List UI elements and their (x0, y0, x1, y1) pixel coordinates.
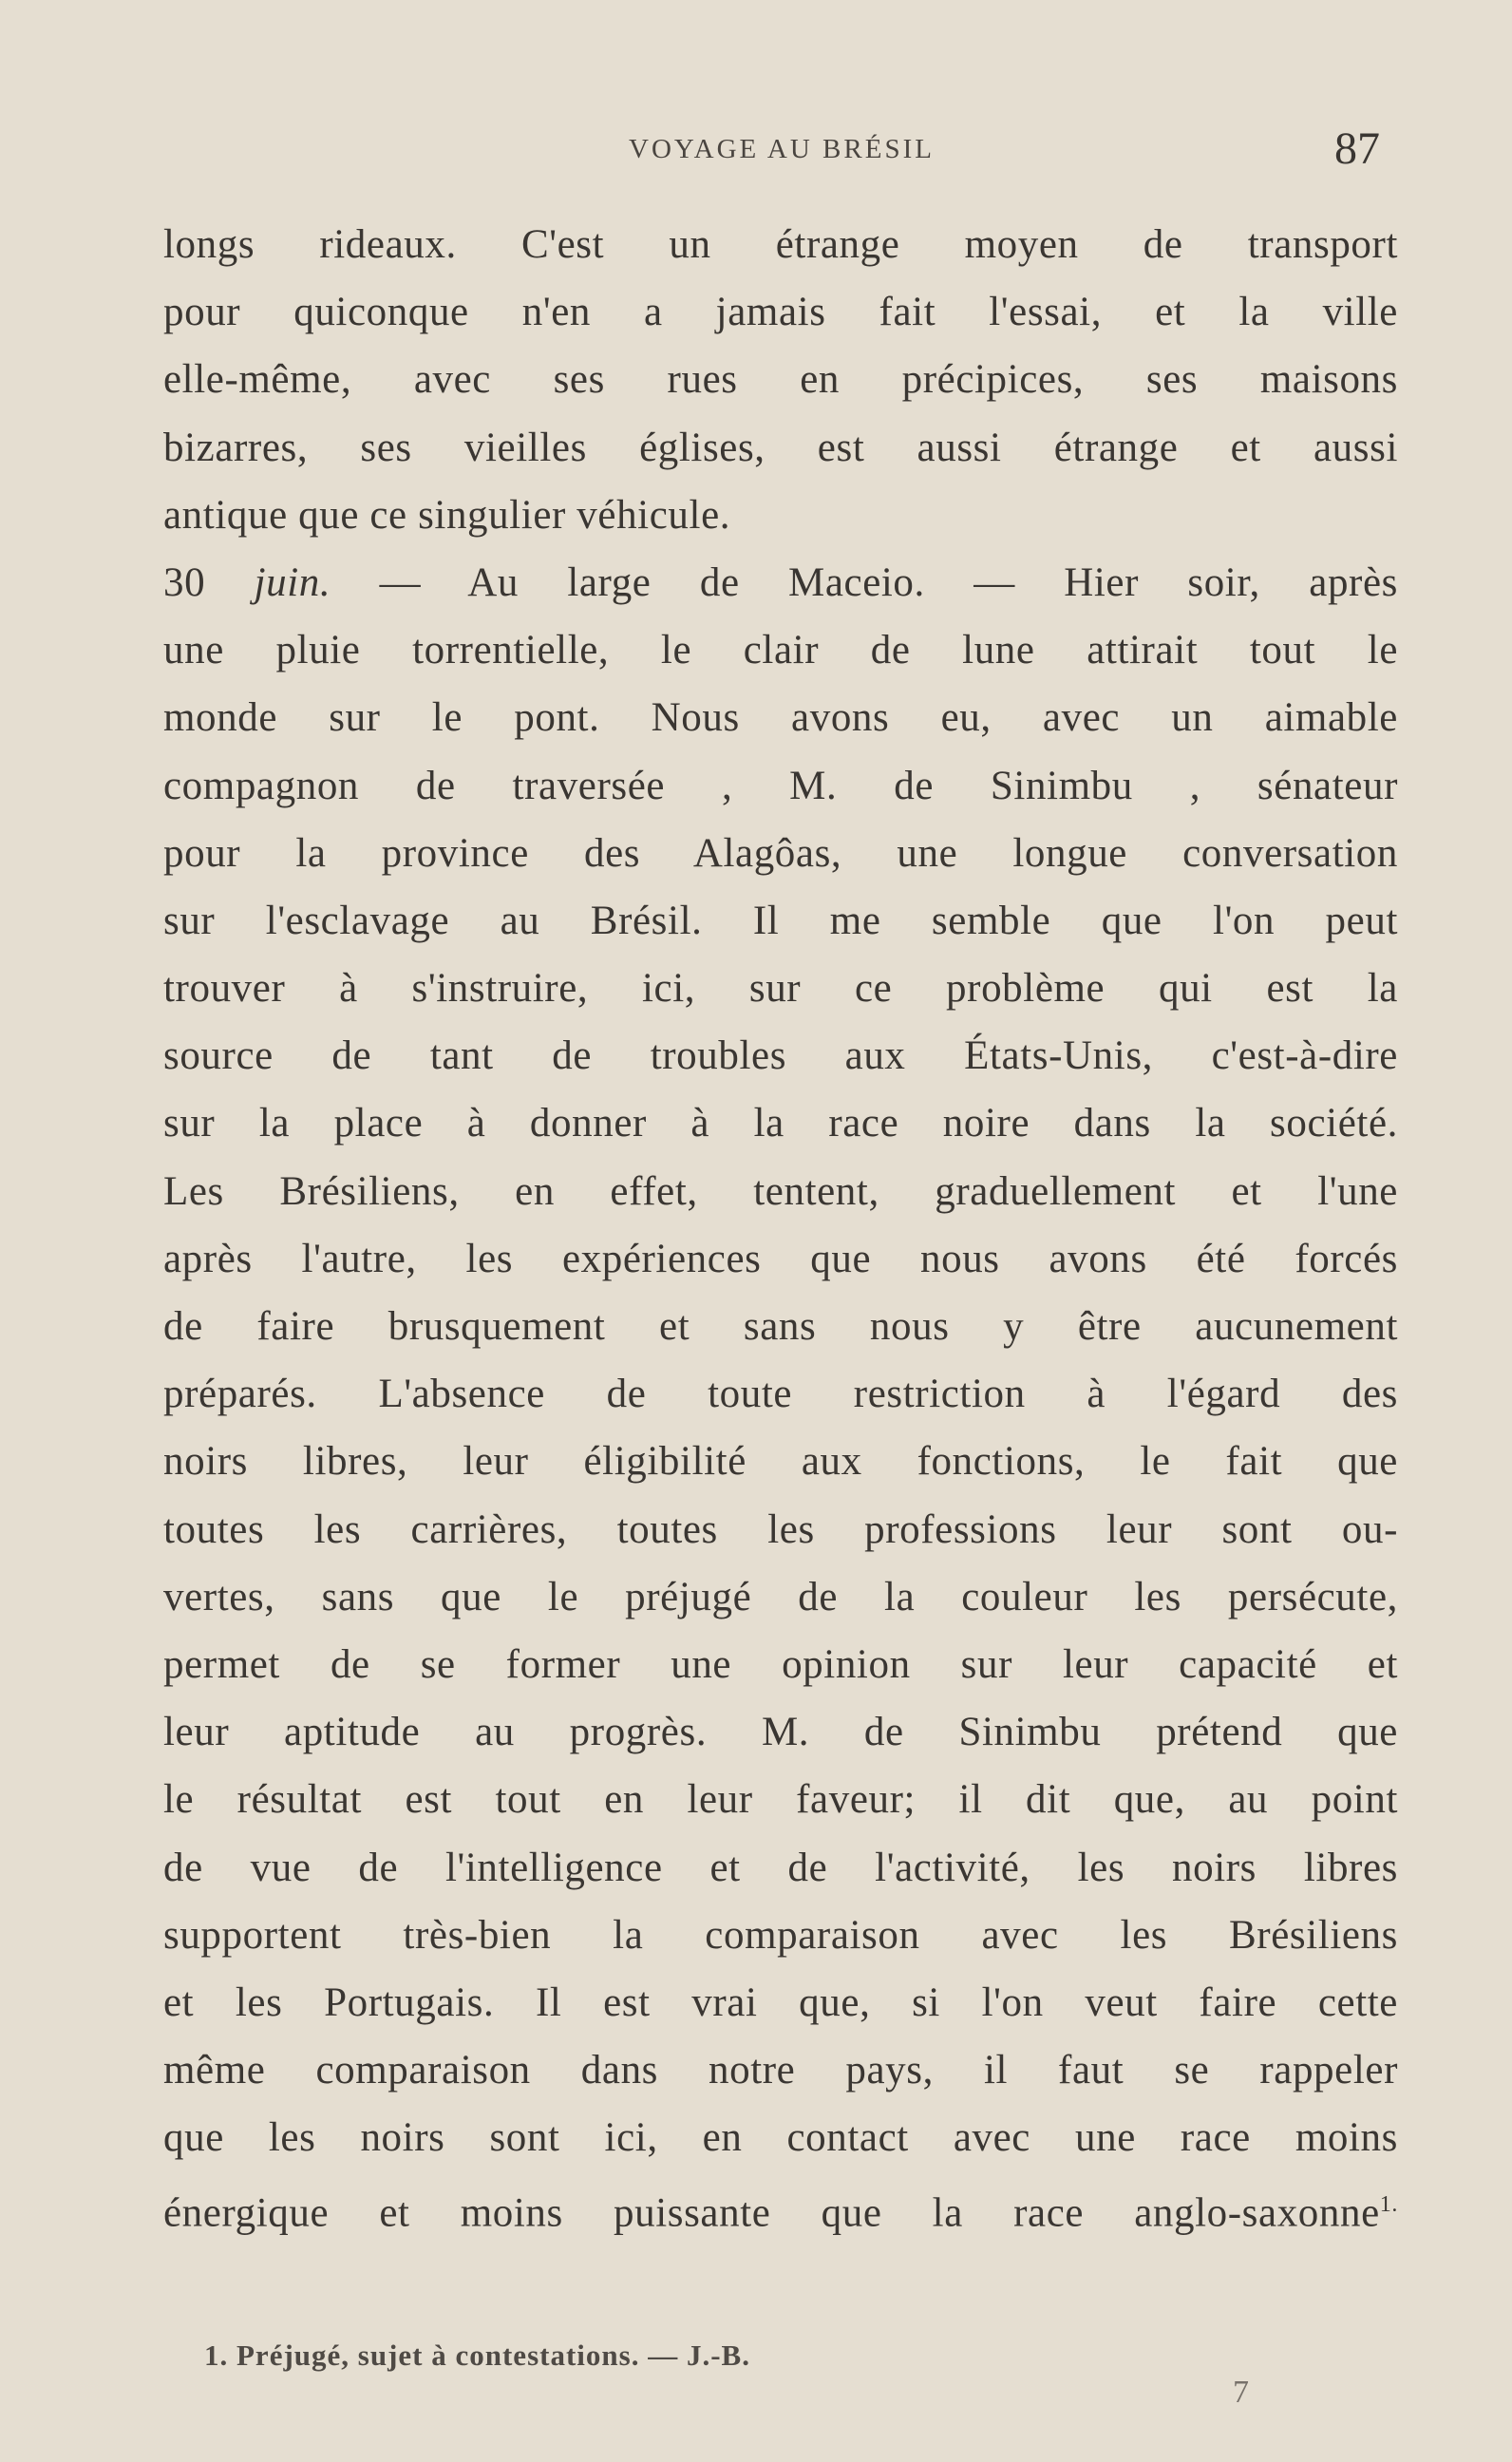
text-line: compagnon de traversée , M. de Sinimbu , sénateur (163, 763, 1398, 808)
text-line: leur aptitude au progrès. M. de Sinimbu prétend que (163, 1710, 1398, 1755)
text-line: que les noirs sont ici, en contact avec une race moins (163, 2115, 1398, 2161)
text-line: permet de se former une opinion sur leur capacité et (163, 1641, 1398, 1687)
text-line: le résultat est tout en leur faveur; il dit que, au point (163, 1777, 1398, 1823)
date-day: 30 (163, 559, 206, 605)
text-line: antique que ce singulier véhicule. (163, 492, 731, 538)
text-line: longs rideaux. C'est un étrange moyen de transport (163, 222, 1398, 267)
text-line: toutes les carrières, toutes les professions leur sont ou- (163, 1506, 1398, 1552)
text-line (163, 549, 1398, 616)
text-line: trouver à s'instruire, ici, sur ce problème qui est la (163, 966, 1398, 1012)
text-line: supportent très-bien la comparaison avec les Brésiliens (163, 1912, 1398, 1958)
text-line: préparés. L'absence de toute restriction à l'égard des (163, 1372, 1398, 1417)
text-line: une pluie torrentielle, le clair de lune attirait tout le (163, 628, 1398, 673)
text-line: de faire brusquement et sans nous y être aucunement (163, 1304, 1398, 1349)
text-line: pour la province des Alagôas, une longue conversation (163, 830, 1398, 876)
body-text (163, 211, 1398, 2240)
page-number: 87 (1334, 123, 1380, 174)
running-title: VOYAGE AU BRÉSIL (629, 134, 935, 164)
text-line: bizarres, ses vieilles églises, est aussi étrange et aussi (163, 425, 1398, 470)
line-text: — Au large de Maceio. — Hier soir, après (379, 559, 1398, 605)
footnote-marker: 1. (1379, 2192, 1398, 2218)
line-text: énergique et moins puissante que la race anglo-saxonne (163, 2190, 1380, 2236)
text-line: sur la place à donner à la race noire dans la société. (163, 1101, 1398, 1146)
date-month: juin. (254, 559, 331, 605)
footnote: 1. Préjugé, sujet à contestations. — J.-B. (204, 2339, 750, 2372)
text-line: de vue de l'intelligence et de l'activité, les noirs libres (163, 1845, 1398, 1890)
text-line: après l'autre, les expériences que nous avons été forcés (163, 1236, 1398, 1281)
text-line: sur l'esclavage au Brésil. Il me semble que l'on peut (163, 898, 1398, 943)
text-line: vertes, sans que le préjugé de la couleur les persécute, (163, 1574, 1398, 1619)
text-line: Les Brésiliens, en effet, tentent, graduellement et l'une (163, 1168, 1398, 1214)
text-line: même comparaison dans notre pays, il faut se rappeler (163, 2048, 1398, 2093)
text-line: pour quiconque n'en a jamais fait l'essai, et la ville (163, 290, 1398, 335)
text-line: et les Portugais. Il est vrai que, si l'on veut faire cette (163, 1979, 1398, 2025)
text-line: source de tant de troubles aux États-Unis, c'est-à-dire (163, 1033, 1398, 1079)
text-line (163, 2171, 1398, 2239)
page-header (0, 123, 1512, 176)
text-line: elle-même, avec ses rues en précipices, ses maisons (163, 357, 1398, 403)
text-line: noirs libres, leur éligibilité aux fonctions, le fait que (163, 1439, 1398, 1485)
text-line: monde sur le pont. Nous avons eu, avec un aimable (163, 695, 1398, 741)
signature-mark: 7 (1233, 2375, 1249, 2410)
